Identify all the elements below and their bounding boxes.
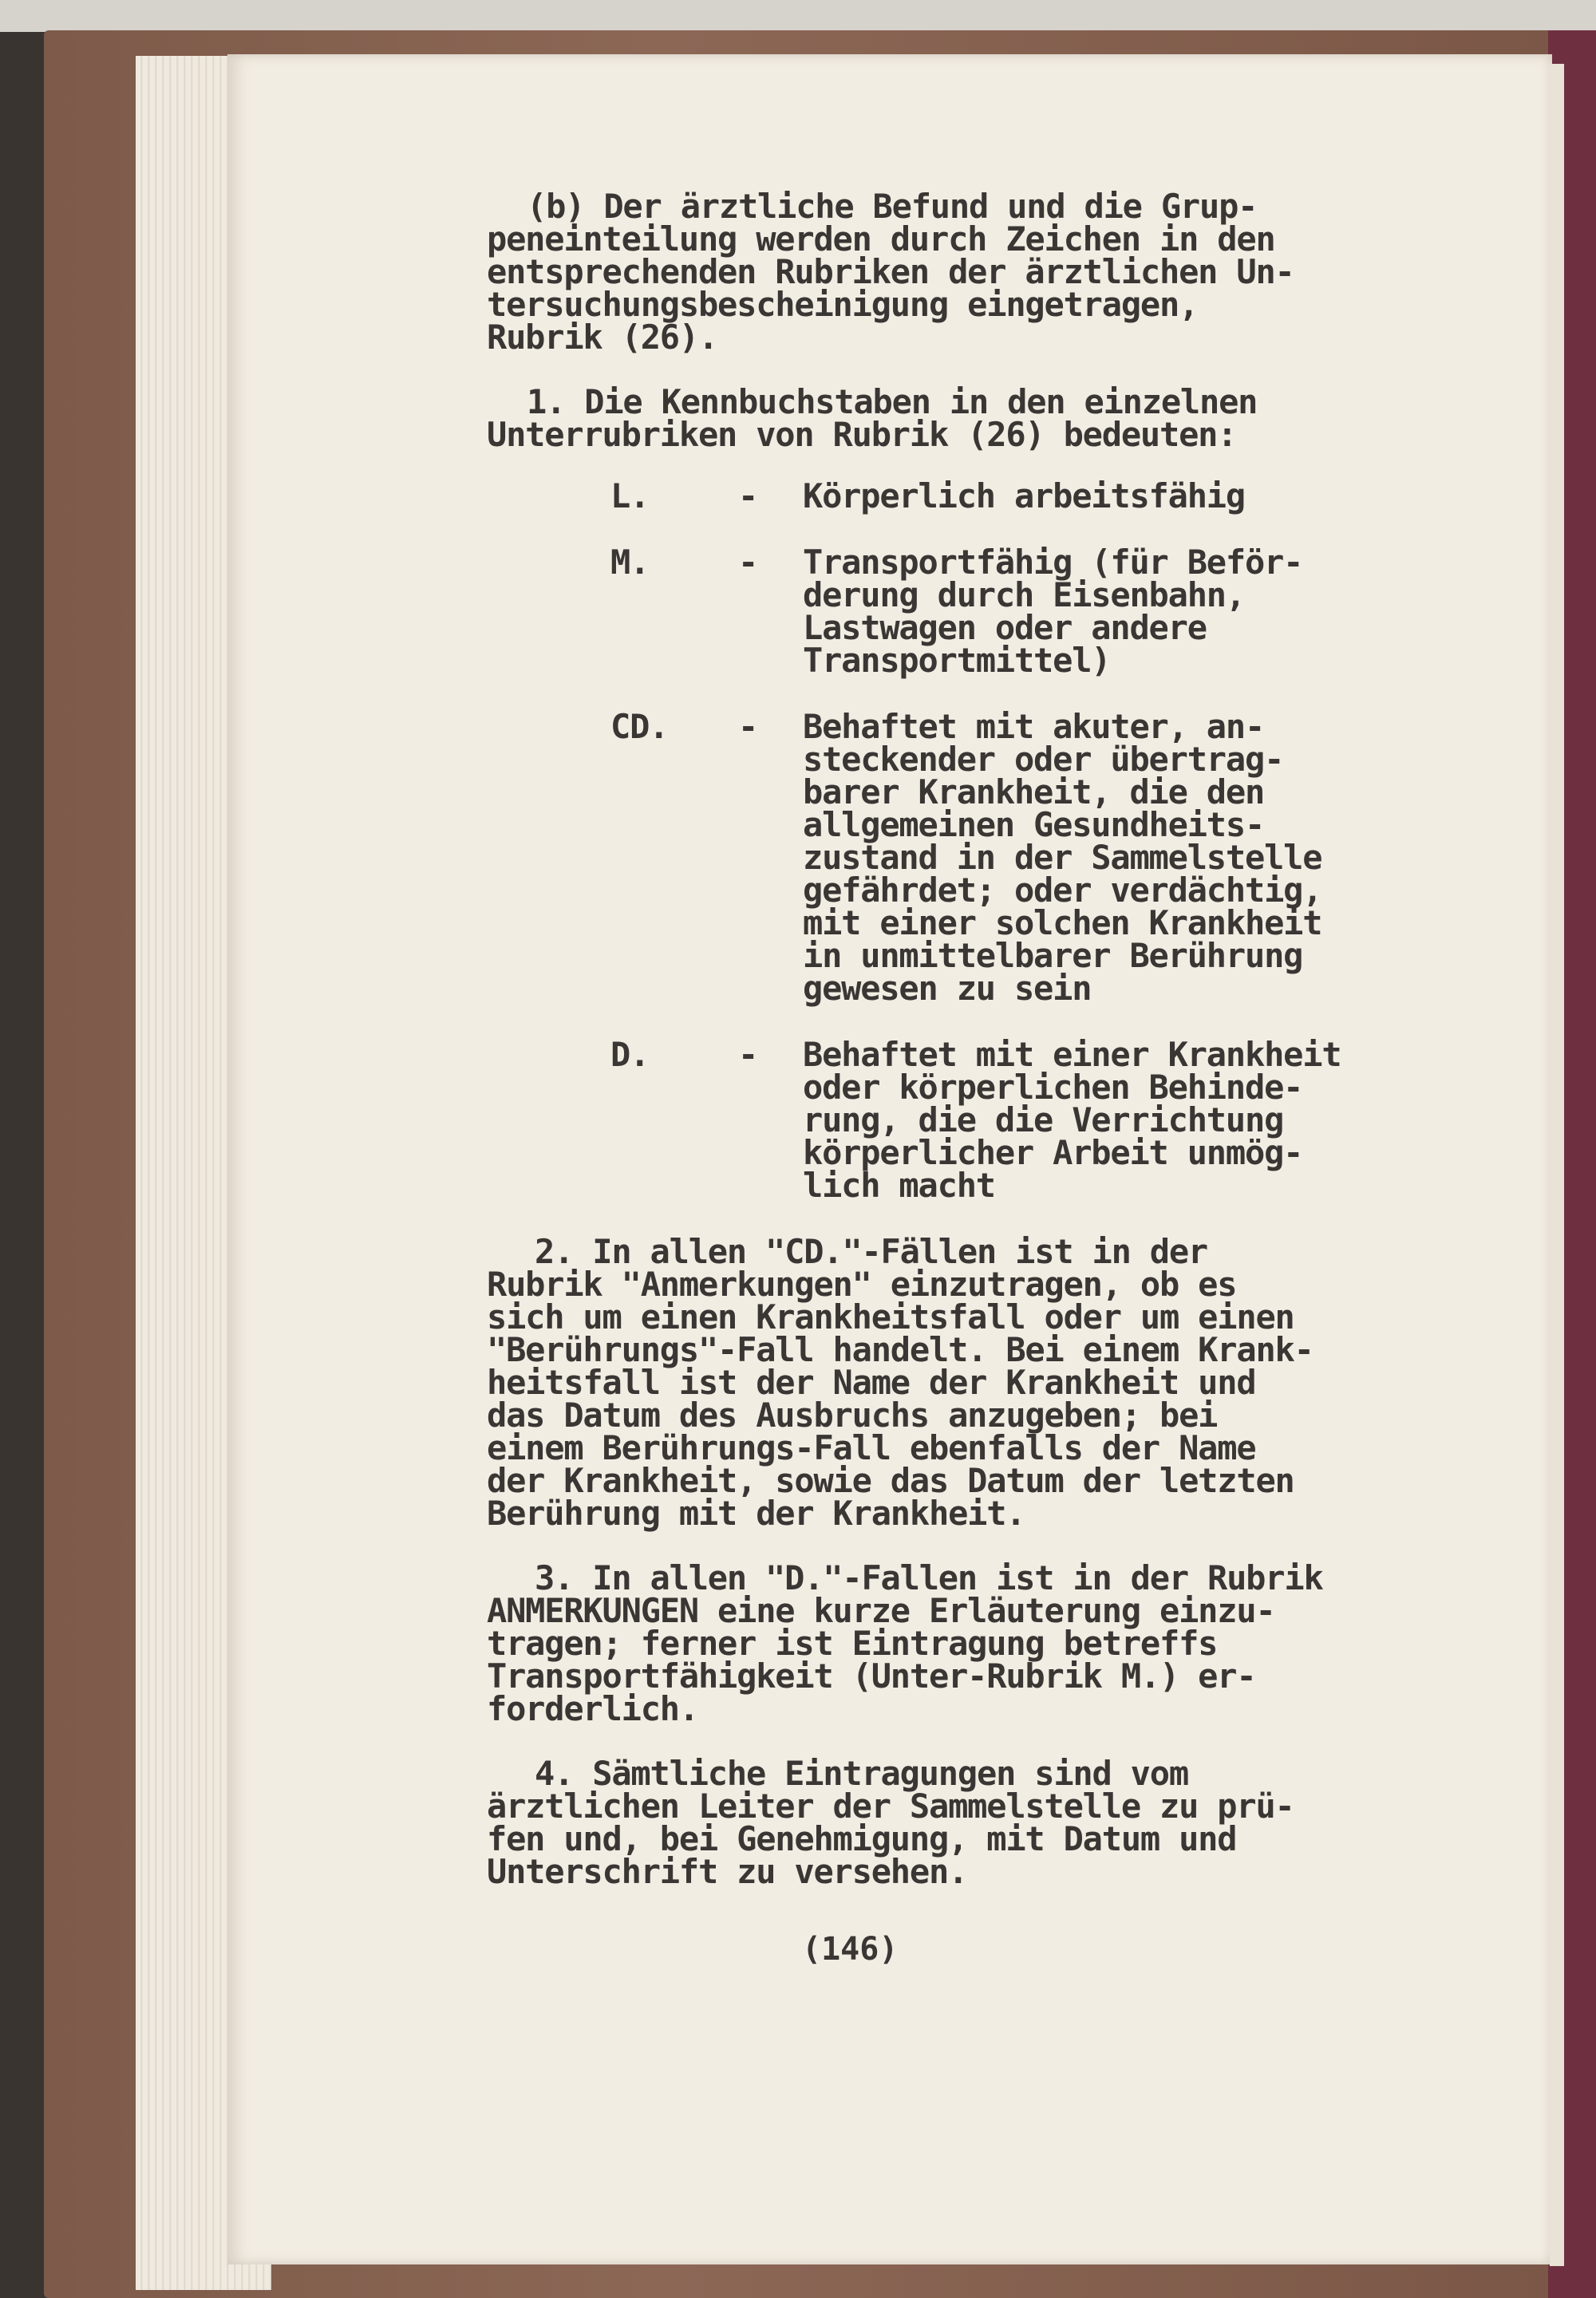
category-text: Transportfähig (für Beför- derung durch Eisenbahn, Lastwagen oder andere Transportmittel)	[803, 543, 1303, 680]
category-code: CD.	[610, 707, 669, 746]
category-text: Behaftet mit akuter, an- steckender oder übertrag- barer Krankheit, die den allgemeinen Gesundheits- zustand in der Sammelstelle gefährdet; oder verdächtig, mit einer solchen Krankheit in unmittelbarer Berührung gewesen zu sein	[803, 707, 1322, 1008]
category-text: Körperlich arbeitsfähig	[803, 476, 1245, 515]
category-item-l	[487, 476, 1396, 515]
category-dash: -	[738, 543, 758, 582]
background-top	[0, 0, 1596, 32]
category-item-cd	[487, 707, 1396, 1008]
category-code: D.	[610, 1035, 650, 1074]
point-3-paragraph: 3. In allen "D."-Fallen ist in der Rubrik ANMERKUNGEN eine kurze Erläuterung einzu- tragen; ferner ist Eintragung betreffs Transportfähigkeit (Unter-Rubrik M.) er- forderlich.	[487, 1558, 1323, 1728]
point-4-paragraph: 4. Sämtliche Eintragungen sind vom ärztlichen Leiter der Sammelstelle zu prü- fen und, bei Genehmigung, mit Datum und Unterschrift zu versehen.	[487, 1754, 1294, 1891]
category-text: Behaftet mit einer Krankheit oder körperlichen Behinde- rung, die die Verrichtung körperlicher Arbeit unmög- lich macht	[803, 1035, 1341, 1205]
category-dash: -	[738, 1035, 758, 1074]
category-code: L.	[610, 476, 650, 515]
category-item-d	[487, 1035, 1396, 1205]
category-dash: -	[738, 476, 758, 515]
category-code: M.	[610, 543, 650, 582]
page-content	[487, 187, 1396, 1891]
section-b-paragraph: (b) Der ärztliche Befund und die Grup- peneinteilung werden durch Zeichen in den entsprechenden Rubriken der ärztlichen Un- tersuchungsbescheinigung eingetragen, Rubrik (26).	[487, 187, 1294, 357]
category-item-m	[487, 543, 1396, 680]
point-1-paragraph: 1. Die Kennbuchstaben in den einzelnen Unterrubriken von Rubrik (26) bedeuten:	[487, 382, 1258, 454]
point-2-paragraph: 2. In allen "CD."-Fällen ist in der Rubrik "Anmerkungen" einzutragen, ob es sich um einen Krankheitsfall oder um einen "Berührungs"-Fall handelt. Bei einem Krank- heitsfall ist der Name der Krankheit und das Datum des Ausbruchs anzugeben; bei einem Berührungs-Fall ebenfalls der Name der Krankheit, sowie das Datum der letzten Berührung mit der Krankheit.	[487, 1232, 1314, 1533]
page-right-edge	[1550, 64, 1564, 2266]
category-dash: -	[738, 707, 758, 746]
page-number: (146)	[802, 1931, 899, 1968]
